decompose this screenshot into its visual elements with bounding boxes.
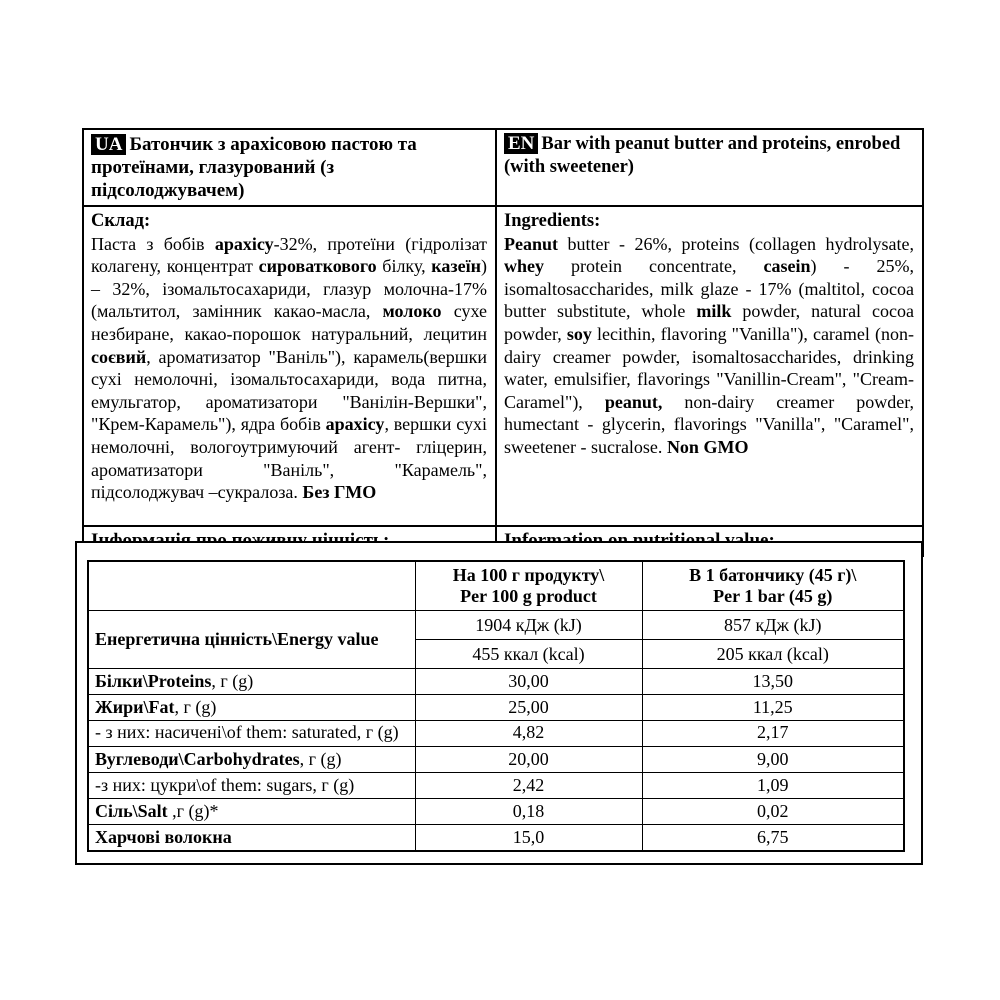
en-product-title: Bar with peanut butter and proteins, enrobed (with sweetener) bbox=[504, 134, 901, 177]
en-language-badge: EN bbox=[504, 133, 538, 154]
energy-row-kj bbox=[88, 611, 904, 640]
ua-ingredients-text: Паста з бобів арахісу-32%, протеїни (гідролізат колагену, концентрат сироваткового білку, казеїн) – 32%, ізомальтосахариди, глазур молочна-17% (мальтитол, замінник какао-масла, молоко сухе незбиране, какао-порошок натуральний, лецитин соєвий, ароматизатор "Ваніль"), карамель(вершки сухі немолочні, ізомальтосахариди, вода питна, емульгатор, ароматизатори "Ванілін-Вершки", "Крем-Карамель"), ядра бобів арахісу, вершки сухі немолочні, вологоутримуючий агент- гліцерин, ароматизатори "Ваніль", "Карамель", підсолоджувач –сукралоза. Без ГМО bbox=[91, 233, 487, 503]
dietary-fiber-per-bar: 6,75 bbox=[642, 825, 904, 852]
energy-label: Енергетична цінність\Energy value bbox=[88, 611, 415, 669]
table-row-dietary-fiber bbox=[88, 825, 904, 852]
table-row-carbohydrates bbox=[88, 747, 904, 773]
energy-per-100g-kj: 1904 кДж (kJ) bbox=[415, 611, 642, 640]
dietary-fiber-label: Харчові волокна bbox=[88, 825, 415, 852]
carbohydrates-per-bar: 9,00 bbox=[642, 747, 904, 773]
salt-per-bar: 0,02 bbox=[642, 799, 904, 825]
carbohydrates-per-100g: 20,00 bbox=[415, 747, 642, 773]
energy-per-bar-kcal: 205 ккал (kcal) bbox=[642, 640, 904, 669]
en-ingredients-cell bbox=[496, 206, 923, 526]
saturated-fat-per-bar: 2,17 bbox=[642, 721, 904, 747]
ua-ingredients-cell bbox=[83, 206, 496, 526]
salt-per-100g: 0,18 bbox=[415, 799, 642, 825]
sugars-per-bar: 1,09 bbox=[642, 773, 904, 799]
ua-ingredients-heading: Склад: bbox=[91, 211, 151, 231]
table-row-fat bbox=[88, 695, 904, 721]
proteins-per-bar: 13,50 bbox=[642, 669, 904, 695]
nutrition-box bbox=[75, 541, 923, 865]
table-row-salt bbox=[88, 799, 904, 825]
ua-language-badge: UA bbox=[91, 134, 126, 155]
nutrition-corner-cell bbox=[88, 561, 415, 611]
per-bar-header-line1: В 1 батончику (45 г)\ bbox=[689, 565, 857, 585]
proteins-per-100g: 30,00 bbox=[415, 669, 642, 695]
table-row-saturated-fat bbox=[88, 721, 904, 747]
sugars-label: -з них: цукри\of them: sugars, г (g) bbox=[88, 773, 415, 799]
fat-per-100g: 25,00 bbox=[415, 695, 642, 721]
ingredients-row bbox=[83, 206, 923, 526]
saturated-fat-per-100g: 4,82 bbox=[415, 721, 642, 747]
nutrition-table bbox=[87, 560, 905, 852]
per-bar-column-header bbox=[642, 561, 904, 611]
energy-per-100g-kcal: 455 ккал (kcal) bbox=[415, 640, 642, 669]
per-bar-header-line2: Per 1 bar (45 g) bbox=[713, 586, 833, 606]
ua-product-title: Батончик з арахісовою пастою та протеїнами, глазурований (з підсолоджувачем) bbox=[91, 134, 417, 201]
table-row-sugars bbox=[88, 773, 904, 799]
per-100g-column-header bbox=[415, 561, 642, 611]
fat-per-bar: 11,25 bbox=[642, 695, 904, 721]
fat-label: Жири\Fat, г (g) bbox=[88, 695, 415, 721]
en-ingredients-text: Peanut butter - 26%, proteins (collagen hydrolysate, whey protein concentrate, casein) - 25%, isomaltosaccharides, milk glaze - 17% (maltitol, cocoa butter substitute, whole milk powder, natural cocoa powder, soy lecithin, flavoring "Vanilla"), caramel (non-dairy creamer powder, isomaltosaccharides, drinking water, emulsifier, flavorings "Vanillin-Cream", "Cream-Caramel"), peanut, non-dairy creamer powder, humectant - glycerin, flavorings "Vanilla", "Caramel", sweetener - sucralose. Non GMO bbox=[504, 233, 915, 457]
saturated-fat-label: - з них: насичені\of them: saturated, г (g) bbox=[88, 721, 415, 747]
sugars-per-100g: 2,42 bbox=[415, 773, 642, 799]
label-info-table bbox=[82, 128, 924, 557]
carbohydrates-label: Вуглеводи\Carbohydrates, г (g) bbox=[88, 747, 415, 773]
title-row bbox=[83, 129, 923, 206]
proteins-label: Білки\Proteins, г (g) bbox=[88, 669, 415, 695]
ua-title-cell bbox=[83, 129, 496, 206]
nutrition-column-header-row bbox=[88, 561, 904, 611]
dietary-fiber-per-100g: 15,0 bbox=[415, 825, 642, 852]
en-ingredients-heading: Ingredients: bbox=[504, 211, 601, 231]
salt-label: Сіль\Salt ,г (g)* bbox=[88, 799, 415, 825]
per-100g-header-line2: Per 100 g product bbox=[460, 586, 597, 606]
en-title-cell bbox=[496, 129, 923, 206]
table-row-proteins bbox=[88, 669, 904, 695]
per-100g-header-line1: На 100 г продукту\ bbox=[452, 565, 605, 585]
energy-per-bar-kj: 857 кДж (kJ) bbox=[642, 611, 904, 640]
